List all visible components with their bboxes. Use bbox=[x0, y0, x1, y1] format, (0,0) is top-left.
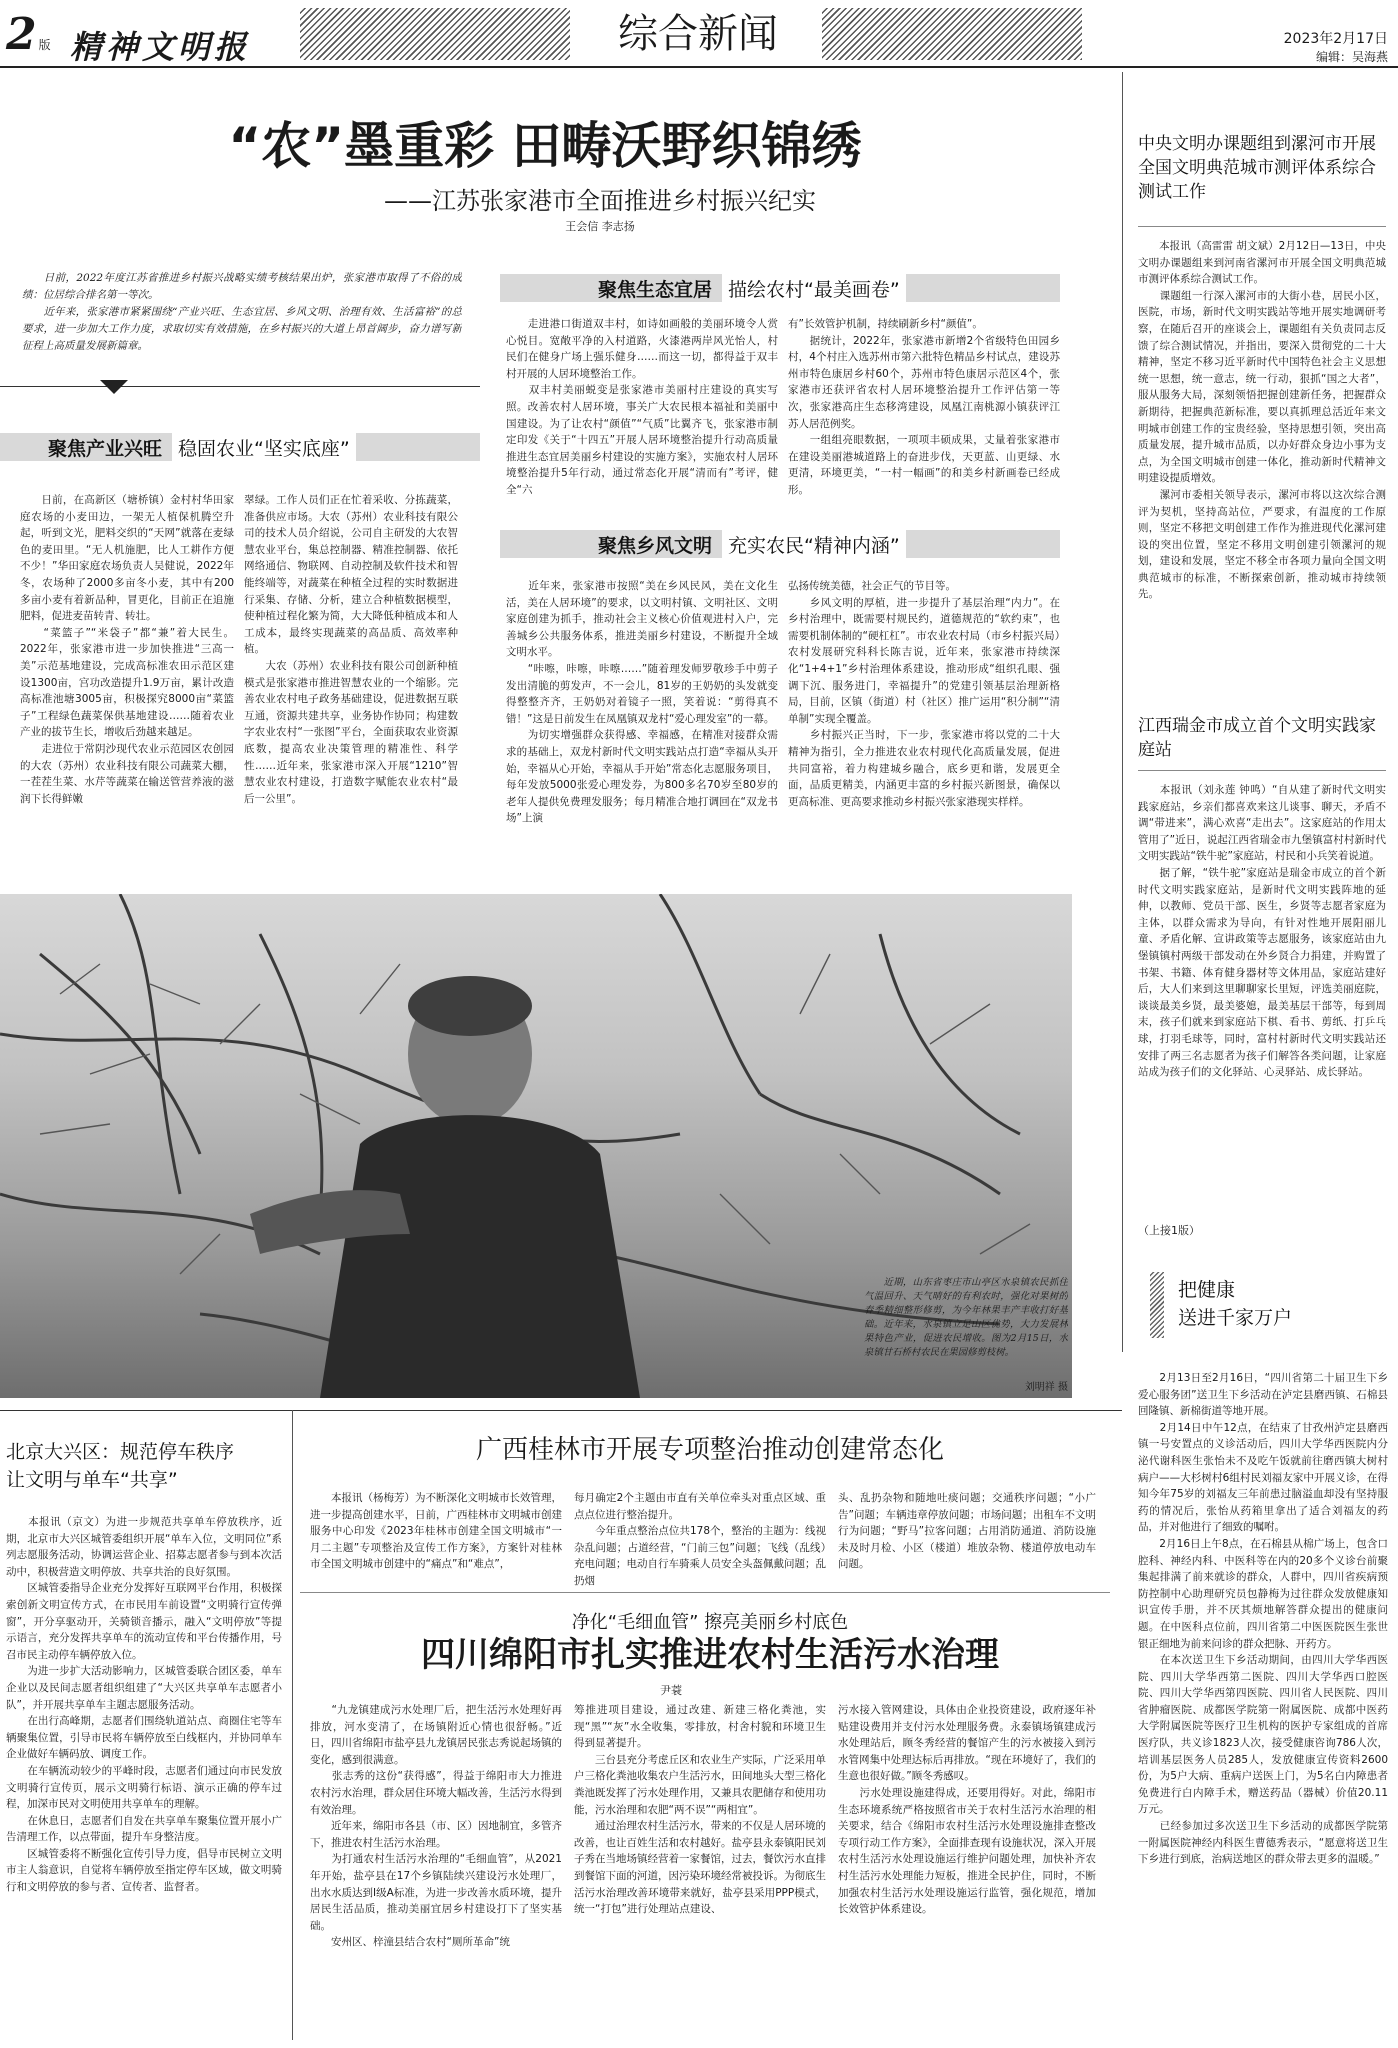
page-number-value: 2 bbox=[6, 9, 37, 60]
lead-subtitle: ——江苏张家港市全面推进乡村振兴纪实 bbox=[384, 187, 816, 215]
lead-intro: 日前，2022年度江苏省推进乡村振兴战略实绩考核结果出炉，张家港市取得了不俗的成绩：位居综合排名第一等次。 近年来，张家港市紧紧围绕“产业兴旺、生态宜居、乡风文明、治理有效、生活富裕”的总要求，进一步加大工作力度，求取切实有效措施，在乡村振兴的大道上昂首阔步，奋力谱写新征程上高质量发展新篇章。 bbox=[22, 272, 462, 352]
culture-col-2: 弘扬传统美德，社会正气的节目等。 乡风文明的厚植，进一步提升了基层治理“内力”。在乡村治理中，既需要村规民约，道德规范的“软约束”，也需要机制体制的“硬杠杠”。市农业农村局（市乡村振兴局）农村发展研究科科长陈吉说，近年来，张家港市持续深化“1+4+1”乡村治理体系建设，推动形成“组织孔眼、强调下沉、服务进门，幸福提升”的党建引领基层治理新格局，目前，区镇（街道）村（社区）推广运用“积分制”“清单制”实现全覆盖。 乡村振兴正当时，下一步，张家港市将以党的二十大精神为指引，全力推进农业农村现代化高质量发展，促进共同富裕，着力构建城乡融合，底乡更和谐，发展更全面，品质更精美，内涵更丰富的乡村振兴新图景，确保以更高标准、更高要求推动乡村振兴张家港现实样样。 bbox=[788, 580, 1060, 808]
masthead-rule bbox=[0, 66, 1398, 68]
right-mid-rule bbox=[1138, 770, 1386, 771]
sichuan-col-3: 污水接入管网建设，具体由企业投资建设，政府逐年补贴建设费用并支付污水处理服务费。永泰镇场镇建成污水处理站后，顾冬秀经营的餐馆产生的污水被接入到污水管网集中处理达标后再排放。“现在环境好了，我们的生意也很好做。”顾冬秀感叹。 污水处理设施建得成，还要用得好。对此，绵阳市生态环境系统严格按照省市关于农村生活污水治理的相关要求，结合《绵阳市农村生活污水处理设施排查整改专项行动工作方案》，全面排查现有设施状况，深入开展农村生活污水处理设施运行维护问题处理，加快补齐农村生活污水处理能力短板，推进全民护住，同时，不断加强农村生活污水处理设施运行监管，强化规范，增加长效管护体系建设。 bbox=[838, 1704, 1096, 1916]
masthead-stripes-right bbox=[822, 8, 1082, 60]
bottom-rule bbox=[0, 1410, 1122, 1411]
continued-label: （上接1版） bbox=[1138, 1224, 1200, 1237]
section-key-industry: 聚焦产业兴旺 bbox=[48, 437, 163, 460]
paper-name: 精神文明报 bbox=[70, 28, 251, 66]
issue-date: 2023年2月17日 bbox=[1283, 31, 1388, 47]
masthead bbox=[0, 0, 1398, 72]
guangxi-title: 广西桂林市开展专项整治推动创建常态化 bbox=[475, 1435, 944, 1465]
masthead-stripes bbox=[300, 8, 570, 60]
health-title-1: 把健康 bbox=[1178, 1279, 1236, 1301]
right-mid-body: 本报讯（刘永莲 钟鸣）“自从建了新时代文明实践家庭站，乡亲们都喜欢来这儿谈事、聊天，矛盾不调“带进来”，满心欢喜“走出去”。这家庭站的作用太管用了”近日，说起江西省瑞金市九堡镇富村村新时代文明实践站“铁牛驼”家庭站，村民和小兵笑着说道。 据了解，“铁牛驼”家庭站是瑞金市成立的首个新时代文明实践家庭站，是新时代文明实践阵地的延伸，以教师、党员干部、医生，乡贤等志愿者家庭为主体，以群众需求为导向，有针对性地开展阳丽儿童、矛盾化解、宣讲政策等志愿服务，该家庭站由九堡镇镇村两级干部发动在外乡贤合力捐建，并购置了书架、书籍、体育健身器材等文体用品，家庭站建好后，大人们来到这里聊聊家长里短，评选美丽庭院，谈谈最美乡贤，最美婆媳，最美基层干部等，每到周末，孩子们就来到家庭站下棋、看书、剪纸、打乒乓球，打羽毛球等，同时，富村村新时代文明实践站还安排了两三名志愿者为孩子们解答各类问题，让家庭站成为孩子们的文化驿站、心灵驿站、成长驿站。 bbox=[1138, 784, 1386, 1079]
bottom-left-divider bbox=[292, 1410, 293, 2040]
page-unit: 版 bbox=[38, 38, 51, 52]
sichuan-col-2: 筹推进项目建设，通过改建、新建三格化粪池，实现“黑”“灰”水全收集，零排放，村舍村貌和环境卫生得到显著提升。 三台县充分考虑丘区和农业生产实际，广泛采用单户三格化粪池收集农户生活污水，田间地头大型三格化粪池既发挥了污水处理作用，又兼具农肥储存和使用功能，污水治理和农肥“两不误”“两相宜”。 通过治理农村生活污水，带来的不仅是人居环境的改善，也让百姓生活和农村越好。盐亭县永泰镇阳民刘子秀在当地场镇经营着一家餐馆，过去，餐饮污水直排到餐馆下面的河道，因污染环境经常被投诉。为彻底生活污水治理改善环境带来就好，盐亭县采用PPP模式，统一“打包”进行处理站点建设、 bbox=[574, 1704, 826, 1916]
beijing-title-1: 北京大兴区：规范停车秩序 bbox=[6, 1441, 235, 1463]
section-name: 综合新闻 bbox=[588, 6, 808, 62]
guangxi-col-2: 每月确定2个主题由市直有关单位牵头对重点区域、重点点位进行整治提升。 今年重点整治点位共178个，整治的主题为：线视杂乱问题；占道经营，“门前三包”问题；飞线（乱线）充电问题；电动自行车骑乘人员安全头盔佩戴问题；乱扔烟 bbox=[574, 1492, 826, 1586]
photo-credit: 刘明祥 摄 bbox=[1024, 1382, 1068, 1393]
health-title-2: 送进千家万户 bbox=[1178, 1307, 1293, 1329]
section-head-culture bbox=[500, 530, 1060, 558]
right-column-divider bbox=[1122, 72, 1123, 1352]
lead-headline: “农”墨重彩 田畴沃野织锦绣 bbox=[228, 117, 862, 175]
section-key-ecology: 聚焦生态宜居 bbox=[598, 278, 713, 301]
lead-byline: 王会信 李志扬 bbox=[565, 220, 635, 233]
guangxi-col-3: 头、乱扔杂物和随地吐痰问题；交通秩序问题；“小广告”问题；车辆违章停放问题；市场问题；出租车不文明行为问题；“野马”拉客问题；占用消防通道、消防设施未及时月检、小区（楼道）堆放杂物、楼道停放电动车问题。 bbox=[838, 1492, 1096, 1571]
right-top-body: 本报讯（高雷雷 胡文斌）2月12日—13日，中央文明办课题组来到河南省漯河市开展全国文明典范城市测评体系综合测试工作。 课题组一行深入漯河市的大街小巷，居民小区，医院，市场，新时代文明实践站等地开展实地调研考察，在随后召开的座谈会上，课题组有关负责同志反馈了综合测试情况，并指出，要深入贯彻党的二十大精神，坚定不移习近平新时代中国特色社会主义思想统一思想，统一意志，统一行动，狠抓“国之大者”，服从服务大局，深刻领悟把握创建新任务，把握群众新期待，把握典范新标准，要以真抓理总活近年来文明城市创建工作的宝贵经验，坚持思想引领，突出高质量发展，提升城市品质，以办好群众身边小事为支点，为全国文明城市创建一体化，推动新时代精神文明建设提质增效。 漯河市委相关领导表示，漯河市将以这次综合测评为契机，坚持高站位，严要求，有温度的工作原则，坚定不移把文明创建工作作为推进现代化漯河建设的突出位置，坚定不移用文明创建引领漯河的规划，建设和发展，坚定不移全市各项力量向全国文明典范城市的标准，不断探索创新，推动城市持续领先。 bbox=[1138, 240, 1386, 601]
industry-col-1: 日前，在高新区（塘桥镇）金村村华田家庭农场的小麦田边，一架无人植保机腾空升起，听到文光，肥料交织的“天网”就落在麦绿色的麦田里。“无人机施肥，比人工耕作方便不少！”华田家庭农场负责人吴健说，2022年冬，农场种了2000多亩冬小麦，其中有200多亩小麦有着新品种，冒更化，目前正在追施肥料，促进麦苗转青、转壮。 “菜篮子”“米袋子”都“兼”着大民生。2022年，张家港市进一步加快推进“三高一美”示范基地建设，完成高标准农田示范区建设1300亩，宫功改造提升1.9万亩，累计改造高标准池塘3005亩，积极探究8000亩“菜篮子”工程绿色蔬菜保供基地建设……随着农业产业的拔节生长，增收后劲越来越足。 走进位于常阴沙现代农业示范园区农创园的大农（苏州）农业科技有限公司蔬菜大棚，一茬茬生菜、水芹等蔬菜在输送管营养液的滋润下长得鲜嫩 bbox=[20, 494, 234, 805]
section-sub-industry: 稳固农业“坚实底座” bbox=[172, 433, 356, 461]
culture-col-1: 近年来，张家港市按照“美在乡风民风，美在文化生活，美在人居环境”的要求，以文明村镇、文明社区、文明家庭创建为抓手，推动社会主义核心价值观进村入户，完善城乡公共服务体系，推进美丽乡村建设，不断提升全域文明水平。 “咔嚓，咔嚓，咔嚓……”随着理发师罗敬珍手中剪子发出清脆的剪发声，不一会儿，81岁的王奶奶的头发就变得整整齐齐，王奶奶对着镜子一照，笑着说：“剪得真不错！”这是日前发生在凤凰镇双龙村“爱心理发室”的一幕。 为切实增强群众获得感、幸福感，在精准对接群众需求的基础上，双龙村新时代文明实践站点打造“幸福从头开始，幸福从心开始，幸福从手开始”常态化志愿服务项目，每年发放5000张爱心理发券，为800多名70岁至80岁的老年人提供免费理发服务；每月精准合地打调回在“双龙书场”上演 bbox=[506, 580, 778, 825]
sichuan-kicker: 净化“毛细血管” 擦亮美丽乡村底色 bbox=[571, 1612, 849, 1633]
industry-col-2: 翠绿。工作人员们正在忙着采收、分拣蔬菜，准备供应市场。大农（苏州）农业科技有限公司的技术人员介绍说，公司自主研发的大农智慧农业平台，集总控制器、精准控制器、依托网络通信、物联网、自动控制及软件技术和智能终端等，对蔬菜在种植全过程的实时数据进行采集、存储、分析，建立合种植数据模型，使种植过程化繁为简，大大降低种植成本和人工成本，最终实现蔬菜的高品质、高效率种植。 大农（苏州）农业科技有限公司创新种植模式是张家港市推进智慧农业的一个缩影。完善农业农村电子政务基础建设，促进数据互联互通，资源共建共享，业务协作协同；构建数字农业农村“一张图”平台，全面获取农业资源底数，提高农业决策管理的精准性、科学性……近年来，张家港市深入开展“1210”智慧农业农村建设，打造数字赋能农业农村“最后一公里”。 bbox=[244, 494, 458, 805]
right-top-rule bbox=[1138, 226, 1386, 227]
section-sub-culture: 充实农民“精神内涵” bbox=[722, 530, 906, 558]
right-top-title: 中央文明办课题组到漯河市开展全国文明典范城市测评体系综合测试工作 bbox=[1138, 134, 1376, 202]
editor-name: 编辑：吴海燕 bbox=[1315, 50, 1388, 64]
beijing-title-2: 让文明与单车“共享” bbox=[6, 1469, 178, 1491]
ecology-col-1: 走进港口街道双丰村，如诗如画般的美丽环境令人赏心悦目。宽敞平净的入村道路，火漆港两岸风光怡人，村民们在健身广场上强乐健身……而这一切，都得益于双丰村开展的人居环境整治工作。 双丰村美丽蜕变是张家港市美丽村庄建设的真实写照。改善农村人居环境，事关广大农民根本福祉和美丽中国建设。为了让农村“颜值”“气质”比翼齐飞，张家港市制定印发《关于“十四五”开展人居环境整治提升行动高质量推进生态宜居美丽乡村建设的实施方案》，实施农村人居环境整治提升5年行动，通过常态化开展“清而有”考评，健全“六 bbox=[506, 318, 778, 496]
intro-arrow bbox=[100, 380, 128, 394]
page-number bbox=[6, 10, 51, 70]
section-key-culture: 聚焦乡风文明 bbox=[598, 534, 713, 557]
section-head-ecology bbox=[500, 274, 1060, 302]
sichuan-col-1: “九龙镇建成污水处理厂后，把生活污水处理好再排放，河水变清了，在场镇附近心情也很舒畅。”近日，四川省绵阳市盐亭县九龙镇居民张志秀说起场镇的变化，感到很满意。 张志秀的这份“获得感”，得益于绵阳市大力推进农村污水治理，群众居住环境大幅改善，生活污水得到有效治理。 近年来，绵阳市各县（市、区）因地制宜，多管齐下，推进农村生活污水治理。 为打通农村生活污水治理的“毛细血管”，从2021年开始，盐亭县在17个乡镇陆续兴建设污水处理厂，出水水质达到I级A标准，为进一步改善水质环境，提升居民生活品质，推动美丽宜居乡村建设打下了坚实基础。 安州区、梓潼县结合农村“厕所革命”统 bbox=[310, 1704, 562, 1949]
photo-caption: 近期，山东省枣庄市山亭区水泉镇农民抓住气温回升、天气晴好的有利农时，强化对果树的春季精细整形修剪，为今年林果丰产丰收打好基础。近年来，水泉镇立足山区优势，大力发展林果特色产业，促进农民增收。图为2月15日，水泉镇甘石桥村农民在果园修剪枝树。 bbox=[864, 1277, 1068, 1358]
guangxi-rule bbox=[300, 1592, 1110, 1593]
sichuan-title: 四川绵阳市扎实推进农村生活污水治理 bbox=[421, 1635, 999, 1675]
health-body: 2月13日至2月16日，“四川省第二十届卫生下乡爱心服务团”送卫生下乡活动在泸定县磨西镇、石棉县回隆镇、新棉街道等地开展。 2月14日中午12点，在结束了甘孜州泸定县磨西镇一号安置点的义诊活动后，四川大学华西医院内分泌代谢科医生张怡未不及吃午饭就前往磨西镇大树村病户——大杉树村6组村民刘福友家中开展义诊，在得知今年75岁的刘福友三年前患过脑溢血却没有坚持服药的情况后，张怡从药箱里拿出了适合刘福友的药品，并对他进行了细致的嘱咐。 2月16日上午8点，在石棉县从棉广场上，包含口腔科、神经内科、中医科等在内的20多个义诊台前聚集起排满了前来就诊的群众，人群中，四川省疾病预防控制中心助理研究员包静梅为过往群众发放健康知识宣传手册，并不厌其烦地解答群众提出的健康问题。在中医科点位前，四川省第二中医医院医生张世银正细地为前来问诊的群众把脉、开药方。 在本次送卫生下乡活动期间，由四川大学华西医院、四川大学华西第二医院、四川大学华西口腔医院、四川大学华西第四医院、四川省人民医院、四川省肿瘤医院、成都医学院第一附属医院、成都中医药大学附属医院等医疗卫生机构的医护专家组成的首席医疗队，共义诊1823人次，接受健康咨询786人次，培训基层医务人员285人，发放健康宣传资料2600份，为5户大病、重病户送医上门，为5名白内障患者免费进行白内障手术，赠送药品（器械）价值20.11万元。 已经参加过多次送卫生下乡活动的成都医学院第一附属医院神经内科医生曹德秀表示，“愿意将送卫生下乡进行到底，治病送地区的群众带去更多的温暖。” bbox=[1138, 1372, 1388, 1866]
section-sub-ecology: 描绘农村“最美画卷” bbox=[722, 274, 906, 302]
ecology-col-2: 有”长效管护机制，持续刷新乡村“颜值”。 据统计，2022年，张家港市新增2个省级特色田园乡村，4个村庄入选苏州市第六批特色精品乡村试点，建设苏州市特色康居乡村60个，苏州市特色康居示范区4个，张家港市还获评省农村人居环境整治提升工作评估第一等次，张家港高庄生态移湾建设，凤凰江南桃源小镇获评江苏人居范例奖。 一组组亮眼数据，一项项丰硕成果，丈量着张家港市在建设美丽港城道路上的奋进步伐，天更蓝、山更绿、水更清，环境更美，“一村一幅画”的和美乡村新画卷已经成形。 bbox=[788, 318, 1060, 496]
health-title-bar bbox=[1150, 1272, 1164, 1338]
right-mid-title: 江西瑞金市成立首个文明实践家庭站 bbox=[1138, 716, 1376, 760]
intro-rule bbox=[0, 386, 480, 387]
beijing-body: 本报讯（京文）为进一步规范共享单车停放秩序，近期，北京市大兴区城管委组织开展“单车入位，文明同位”系列志愿服务活动，协调运营企业、招募志愿者参与到本次活动中，积极营造文明停放、共享共治的良好氛围。 区城管委指导企业充分发挥好互联网平台作用，积极探索创新文明宣传方式，在市民用车前设置“文明骑行宣传弹窗”，开分享驱动开，关骑锁音播示，融入“文明停放”等提示语言，充分发挥共享单车的流动宣传和平台传播作用，号召市民主动停车辆停放入位。 为进一步扩大活动影响力，区城管委联合团区委，单车企业以及民间志愿者组织组建了“大兴区共享单车志愿者小队”，并开展共享单车主题志愿服务活动。 在出行高峰期，志愿者们围绕轨道站点、商圈住宅等车辆聚集位置，引导市民将车辆停放至白线框内，并协同单车企业做好车辆码放、调度工作。 在车辆流动较少的平峰时段，志愿者们通过向市民发放文明骑行宣传页，展示文明骑行标语、演示正确的停车过程，加深市民对文明使用共享单车的理解。 在休息日，志愿者们自发在共享单车聚集位置开展小广告清理工作，以点带面，提升车身整洁度。 区城管委将不断强化宣传引导力度，倡导市民树立文明市主人翁意识，自觉将车辆停放至指定停车区域，做文明骑行和文明停放的参与者、宣传者、监督者。 bbox=[6, 1516, 282, 1894]
sichuan-author: 尹蓑 bbox=[660, 1684, 682, 1697]
section-head-industry bbox=[0, 433, 480, 461]
photo-caption-box bbox=[864, 1276, 1068, 1394]
guangxi-col-1: 本报讯（杨梅芳）为不断深化文明城市长效管理，进一步提高创建水平，日前，广西桂林市文明城市创建服务中心印发《2023年桂林市创建全国文明城市“一月二主题”专项整治及宣传工作方案》，方案针对桂林市全国文明城市创建中的“痛点”和“难点”， bbox=[310, 1492, 562, 1571]
